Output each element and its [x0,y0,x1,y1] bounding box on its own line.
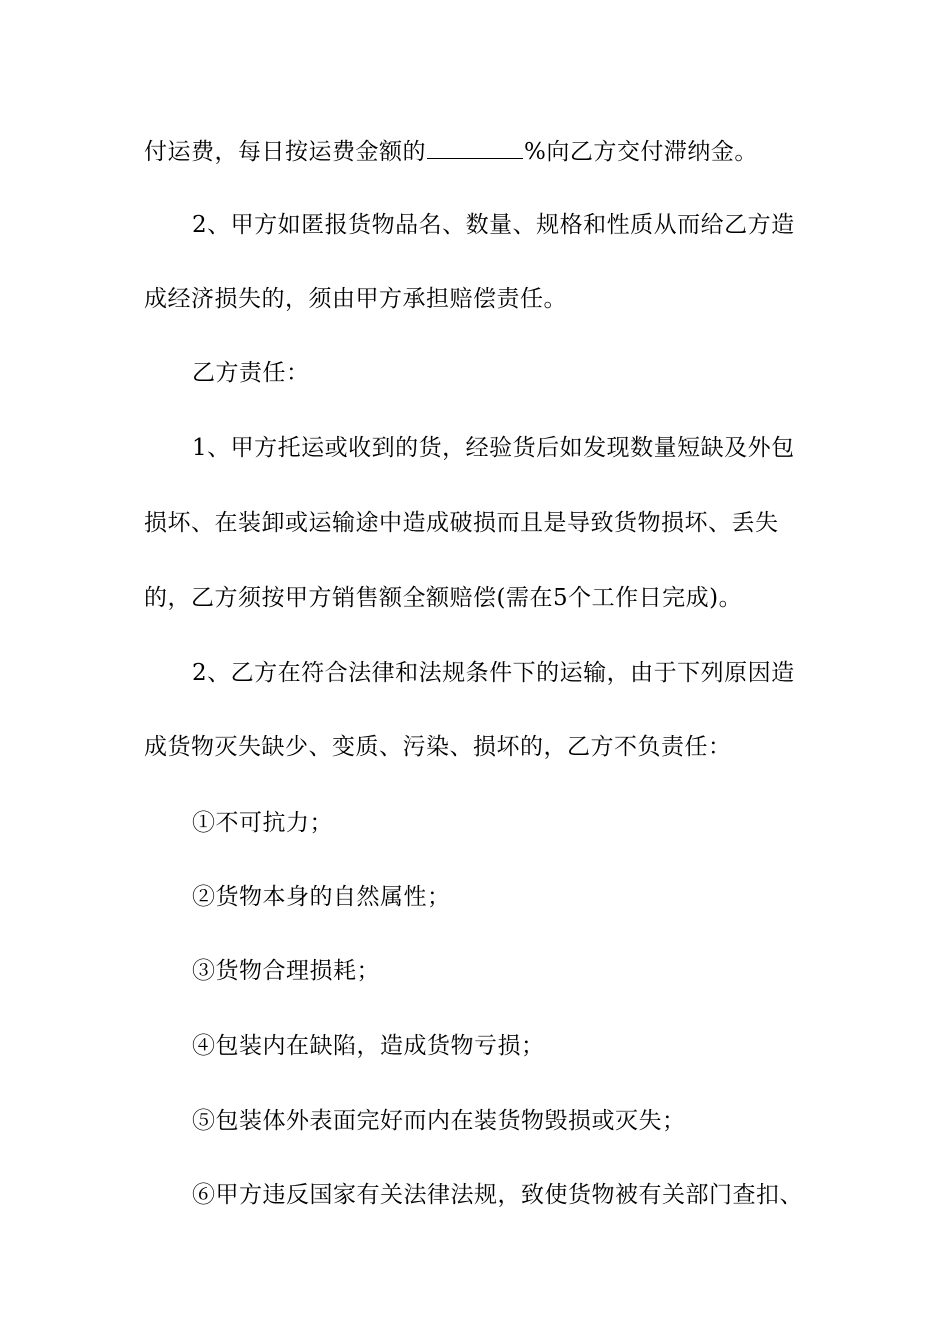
text-segment: %向乙方交付滞纳金。 [524,139,758,165]
list-item-5: ⑤包装体外表面完好而内在装货物毁损或灭失； [192,1108,686,1134]
blank-underline [427,136,523,159]
clause-b1-line-1: 1、甲方托运或收到的货，经验货后如发现数量短缺及外包 [192,435,795,461]
list-item-3: ③货物合理损耗； [192,958,380,984]
list-item-1: ①不可抗力； [192,810,333,836]
clause-b1-line-3: 的，乙方须按甲方销售额全额赔偿(需在5个工作日完成)。 [144,585,743,611]
clause-b2-line-2: 成货物灭失缺少、变质、污染、损坏的，乙方不负责任： [144,734,732,760]
section-heading-party-b: 乙方责任： [192,360,310,386]
text-segment: 付运费，每日按运费金额的 [144,139,426,165]
list-item-4: ④包装内在缺陷，造成货物亏损； [192,1033,545,1059]
list-item-6: ⑥甲方违反国家有关法律法规，致使货物被有关部门查扣、 [192,1182,803,1208]
list-item-2: ②货物本身的自然属性； [192,884,451,910]
clause-2-line-1: 2、甲方如匿报货物品名、数量、规格和性质从而给乙方造 [192,212,795,238]
clause-b1-line-2: 损坏、在装卸或运输途中造成破损而且是导致货物损坏、丢失 [144,510,779,536]
clause-b2-line-1: 2、乙方在符合法律和法规条件下的运输，由于下列原因造 [192,660,795,686]
clause-2-line-2: 成经济损失的，须由甲方承担赔偿责任。 [144,286,567,312]
paragraph-line-1 [144,136,758,167]
